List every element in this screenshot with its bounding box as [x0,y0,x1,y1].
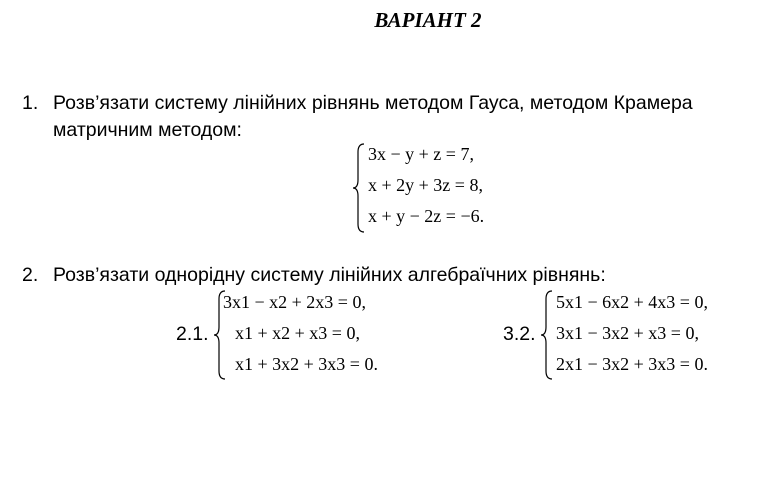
system-a-equation-3: x1 + 3x2 + 3x3 = 0. [235,354,378,374]
system-b-equations [540,289,720,381]
variant-title: ВАРІАНТ 2 [374,8,482,32]
task-1-text-line-2: матричним методом: [53,119,242,141]
system-a-equations [213,289,388,381]
task-2-number: 2. [22,264,39,286]
system-b-equation-3: 2x1 − 3x2 + 3x3 = 0. [556,354,708,374]
task-1-equation-3: x + y − 2z = −6. [368,206,485,226]
system-b-equation-2: 3x1 − 3x2 + x3 = 0, [556,323,699,343]
task-1-equation-1: 3x − y + z = 7, [368,144,474,164]
system-b-equation-1: 5x1 − 6x2 + 4x3 = 0, [556,292,708,312]
task-1-equation-system [352,142,512,234]
system-a-label: 2.1. [176,323,209,345]
task-2-text: Розв’язати однорідну систему лінійних алгебраїчних рівнянь: [53,264,606,286]
task-1-number: 1. [22,92,39,114]
task-1-text-line-1: Розв’язати систему лінійних рівнянь методом Гауса, методом Крамера [53,92,693,114]
left-brace-icon [352,142,366,234]
system-a-equation-1: 3x1 − x2 + 2x3 = 0, [223,292,366,312]
left-brace-icon [540,289,554,381]
system-a-equation-2: x1 + x2 + x3 = 0, [235,323,360,343]
task-1-equation-2: x + 2y + 3z = 8, [368,175,483,195]
system-b-label: 3.2. [503,323,536,345]
